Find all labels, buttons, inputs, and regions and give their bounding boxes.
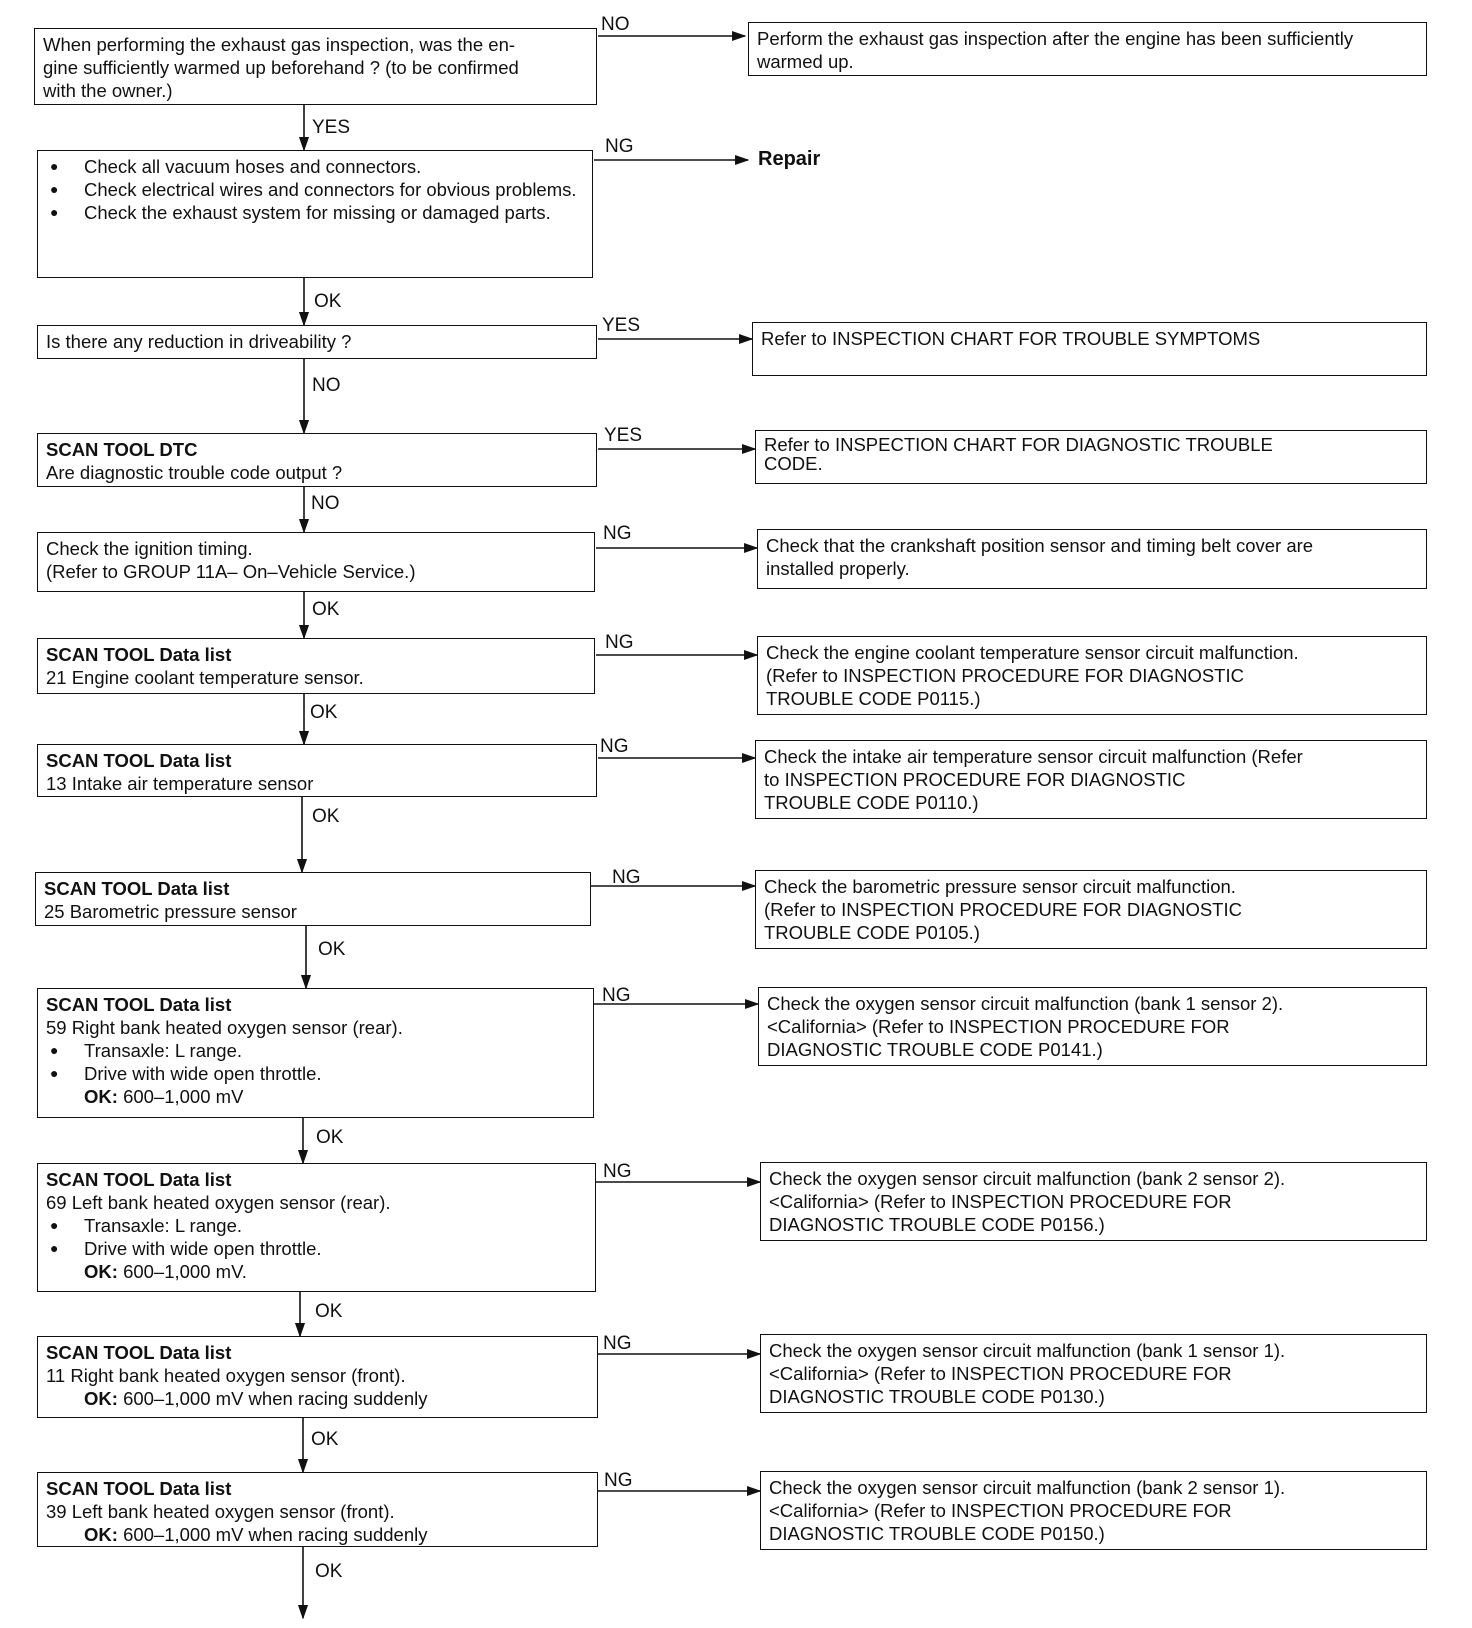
result-dtc-chart: Refer to INSPECTION CHART FOR DIAGNOSTIC TROUBLE CODE. <box>755 430 1427 484</box>
step-driveability-question: Is there any reduction in driveability ? <box>37 325 597 359</box>
flow-label-ok: OK <box>310 702 338 723</box>
branch-label-ng: NG <box>605 136 634 157</box>
result-p0141: Check the oxygen sensor circuit malfunction (bank 1 sensor 2). <California> (Refer to INSPECTION PROCEDURE FOR DIAGNOSTIC TROUBLE CODE P0141.) <box>758 987 1427 1066</box>
list-item: ● Transaxle: L range. <box>46 1214 587 1237</box>
flow-label-ok: OK <box>312 806 340 827</box>
branch-label-ng: NG <box>602 985 631 1006</box>
step-visual-checks <box>37 150 593 278</box>
result-p0150: Check the oxygen sensor circuit malfunction (bank 2 sensor 1). <California> (Refer to INSPECTION PROCEDURE FOR DIAGNOSTIC TROUBLE CODE P0150.) <box>760 1471 1427 1550</box>
branch-label-ng: NG <box>604 1470 633 1491</box>
result-repair: Repair <box>758 148 821 170</box>
list-item: ● Transaxle: L range. <box>46 1039 585 1062</box>
flow-label-ok: OK <box>314 291 342 312</box>
branch-label-no: NO <box>601 14 630 35</box>
step-ignition-timing: Check the ignition timing. (Refer to GROUP 11A– On–Vehicle Service.) <box>37 532 595 592</box>
result-p0156: Check the oxygen sensor circuit malfunction (bank 2 sensor 2). <California> (Refer to INSPECTION PROCEDURE FOR DIAGNOSTIC TROUBLE CODE P0156.) <box>760 1162 1427 1241</box>
flow-label-ok: OK <box>315 1561 343 1582</box>
list-item: ● Check the exhaust system for missing or damaged parts. <box>46 201 584 224</box>
step-right-rear-o2-sensor: SCAN TOOL Data list 59 Right bank heated oxygen sensor (rear). ● Transaxle: L range. ● Drive with wide open throttle. OK: 600–1,000 mV <box>37 988 594 1118</box>
result-crankshaft-sensor: Check that the crankshaft position sensor and timing belt cover are installed properly. <box>757 529 1427 589</box>
list-item: ● Check electrical wires and connectors for obvious problems. <box>46 178 584 201</box>
flow-label-yes: YES <box>312 117 351 138</box>
flow-label-ok: OK <box>315 1301 343 1322</box>
flow-label-no: NO <box>311 493 340 514</box>
branch-label-ng: NG <box>600 736 629 757</box>
branch-label-ng: NG <box>603 523 632 544</box>
branch-label-ng: NG <box>603 1333 632 1354</box>
flow-label-no: NO <box>312 375 341 396</box>
flow-label-ok: OK <box>311 1429 339 1450</box>
step-left-rear-o2-sensor: SCAN TOOL Data list 69 Left bank heated oxygen sensor (rear). ● Transaxle: L range. ● Drive with wide open throttle. OK: 600–1,000 mV. <box>37 1163 596 1292</box>
list-item: ● Drive with wide open throttle. <box>46 1237 587 1260</box>
step-barometric-sensor: SCAN TOOL Data list 25 Barometric pressure sensor <box>35 872 591 926</box>
result-trouble-symptoms: Refer to INSPECTION CHART FOR TROUBLE SYMPTOMS <box>752 322 1427 376</box>
list-item: ● Drive with wide open throttle. <box>46 1062 585 1085</box>
step-left-front-o2-sensor: SCAN TOOL Data list 39 Left bank heated oxygen sensor (front). OK: 600–1,000 mV when racing suddenly <box>37 1472 598 1547</box>
result-warmup: Perform the exhaust gas inspection after the engine has been sufficiently warmed up. <box>748 22 1427 76</box>
branch-label-yes: YES <box>604 425 643 446</box>
result-p0110: Check the intake air temperature sensor circuit malfunction (Refer to INSPECTION PROCEDURE FOR DIAGNOSTIC TROUBLE CODE P0110.) <box>755 740 1427 819</box>
branch-label-ng: NG <box>612 867 641 888</box>
result-p0130: Check the oxygen sensor circuit malfunction (bank 1 sensor 1). <California> (Refer to INSPECTION PROCEDURE FOR DIAGNOSTIC TROUBLE CODE P0130.) <box>760 1334 1427 1413</box>
branch-label-yes: YES <box>602 315 641 336</box>
list-item: ● Check all vacuum hoses and connectors. <box>46 155 584 178</box>
result-p0115: Check the engine coolant temperature sensor circuit malfunction. (Refer to INSPECTION PROCEDURE FOR DIAGNOSTIC TROUBLE CODE P0115.) <box>757 636 1427 715</box>
step-right-front-o2-sensor: SCAN TOOL Data list 11 Right bank heated oxygen sensor (front). OK: 600–1,000 mV when racing suddenly <box>37 1336 598 1418</box>
flow-label-ok: OK <box>316 1127 344 1148</box>
step-intake-air-sensor: SCAN TOOL Data list 13 Intake air temperature sensor <box>37 744 597 797</box>
step-warmup-question: When performing the exhaust gas inspection, was the en- gine sufficiently warmed up beforehand ? (to be confirmed with the owner.) <box>34 28 597 105</box>
branch-label-ng: NG <box>605 632 634 653</box>
step-scan-tool-dtc: SCAN TOOL DTC Are diagnostic trouble code output ? <box>37 433 597 487</box>
flow-label-ok: OK <box>318 939 346 960</box>
branch-label-ng: NG <box>603 1161 632 1182</box>
result-p0105: Check the barometric pressure sensor circuit malfunction. (Refer to INSPECTION PROCEDURE FOR DIAGNOSTIC TROUBLE CODE P0105.) <box>755 870 1427 949</box>
flow-label-ok: OK <box>312 599 340 620</box>
step-coolant-temp-sensor: SCAN TOOL Data list 21 Engine coolant temperature sensor. <box>37 638 595 694</box>
